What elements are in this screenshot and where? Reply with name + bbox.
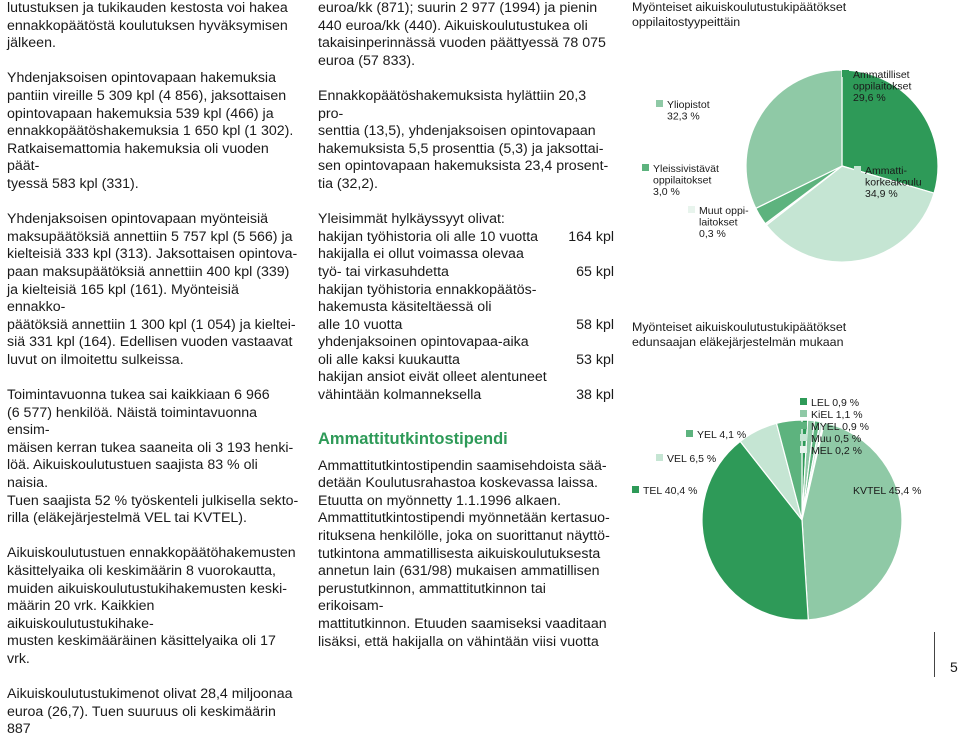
slice-label: LEL 0,9 % [811, 397, 860, 409]
rejection-reasons-list [318, 229, 614, 405]
reason-text: hakijalla ei ollut voimassa olevaa työ- tai virkasuhdetta [318, 246, 524, 280]
reason-count: 58 kpl [576, 316, 614, 333]
legend-swatch [688, 206, 695, 213]
list-item [318, 369, 614, 404]
paragraph-recipients: Toimintavuonna tukea sai kaikkiaan 6 966 (6 577) henkilöä. Näistä toimintavuonna ensim- mäisen kerran tukea saaneita oli 3 193 henki- löä. Aikuiskoulutustuen saajista 83 % oli naisia. Tuen saajista 52 % työskenteli julkisella sekto- rilla (eläkejärjestelmä VEL tai KVTEL). [7, 387, 299, 527]
paragraph-amounts: euroa/kk (871); suurin 2 977 (1994) ja pienin 440 euroa/kk (440). Aikuiskoulutustukea oli takaisinperinnässä vuoden päättyessä 78 075 euroa (57 833). [318, 0, 606, 69]
slice-label: MEL 0,2 % [811, 445, 862, 457]
slice-label: MYEL 0,9 % [811, 421, 869, 433]
legend-swatch [800, 422, 807, 429]
paragraph-decisions: Yhdenjaksoisen opintovapaan myönteisiä maksupäätöksiä annettiin 5 757 kpl (5 566) ja kielteisiä 333 kpl (313). Jaksottaisen opintova- paan maksupäätöksiä annettiin 400 kpl (339) ja kielteisiä 165 kpl (161). Myönteisiä ennakko- päätöksiä annettiin 1 300 kpl (1 054) ja kieltei- siä 331 kpl (164). Edellisen vuoden vastaavat luvut on ilmoitettu sulkeissa. [7, 211, 298, 368]
legend-swatch [842, 70, 849, 77]
chart-title: Myönteiset aikuiskoulutustukipäätökset edunsaajan eläkejärjestelmän mukaan [632, 320, 847, 349]
reason-text: hakijan ansiot eivät olleet alentuneet vähintään kolmanneksella [318, 369, 547, 404]
list-item [318, 229, 614, 247]
slice-label: KiEL 1,1 % [811, 409, 863, 421]
legend-swatch [854, 166, 861, 173]
slice-label: Ammatti-korkeakoulu 34,9 % [865, 165, 922, 200]
paragraph-processing-time: Aikuiskoulutustuen ennakkopäätöhakemusten käsittelyaika oli keskimäärin 8 vuorokautta, muiden aikuiskoulutustukihakemusten keski- määrin 20 vrk. Kaikkien aikuiskoulutustukihake- musten keskimääräinen käsittelyaika oli 17 vrk. [7, 545, 296, 667]
slice-label: Muu 0,5 % [811, 433, 862, 445]
section-heading: Ammattitutkintostipendi [318, 429, 508, 448]
paragraph-rejections: Ennakkopäätöshakemuksista hylättiin 20,3 pro- senttia (13,5), yhdenjaksoisen opintovapaan hakemuksista 5,5 prosenttia (5,3) ja jaksottai- sen opintovapaan hakemuksista 23,4 prosent- tia (32,2). [318, 87, 609, 192]
paragraph-applications: Yhdenjaksoisen opintovapaan hakemuksia pantiin vireille 5 309 kpl (4 856), jaksottaisen opintovapaan hakemuksia 539 kpl (466) ja ennakkopäätöshakemuksia 1 650 kpl (1 302). Ratkaisemattomia hakemuksia oli vuoden päät- tyessä 583 kpl (331). [7, 70, 294, 192]
column-right [632, 0, 960, 497]
reason-text: hakijan työhistoria ennakkopäätös- hakemusta käsiteltäessä oli alle 10 vuotta [318, 281, 537, 333]
reasons-title: Yleisimmät hylkäyssyyt olivat: [318, 211, 505, 228]
pie-chart-institution-type [632, 26, 960, 326]
reason-count: 164 kpl [568, 228, 614, 245]
reason-count: 38 kpl [576, 387, 614, 404]
paragraph-continued: lutustuksen ja tukikauden kestosta voi hakea ennakkopäätöstä koulutuksen hyväksymisen jälkeen. [7, 0, 288, 52]
reason-count: 53 kpl [576, 351, 614, 368]
legend-swatch [686, 430, 693, 437]
list-item [318, 282, 614, 335]
reason-text: hakijan työhistoria oli alle 10 vuotta [318, 228, 539, 245]
legend-swatch [800, 410, 807, 417]
column-middle [318, 0, 614, 651]
legend-swatch [800, 446, 807, 453]
paragraph-expenditure: Aikuiskoulutustukimenot olivat 28,4 miljoonaa euroa (26,7). Tuen suuruus oli keskimäärin 887 [7, 686, 293, 738]
legend-swatch [800, 434, 807, 441]
paragraph-stipend: Ammattitutkintostipendin saamisehdoista sää- detään Koulutusrahastoa koskevassa laissa. Etuutta on myönnetty 1.1.1996 alkaen. Ammattitutkintostipendi myönnetään kertasuo- rituksena henkilölle, joka on suorittanut näyttö- tutkintona ammatillisesta aikuiskoulutuksesta annetun lain (631/98) mukaisen ammatillisen perustutkinnon, ammattitutkinnon tai erikoisam- mattitutkinnon. Etuuden saamiseksi vaaditaan lisäksi, että hakijalla on vähintään viisi vuotta [318, 457, 610, 650]
list-item [318, 334, 614, 369]
slice-label: KVTEL 45,4 % [853, 485, 922, 497]
slice-label: Ammatilliset oppilaitokset 29,6 % [853, 69, 912, 104]
legend-swatch [656, 454, 663, 461]
legend-swatch [642, 164, 649, 171]
list-item [318, 246, 614, 281]
slice-label: Muut oppi-laitokset 0,3 % [699, 205, 749, 240]
page-number: 5 [950, 659, 958, 675]
reason-text: yhdenjaksoinen opintovapaa-aika oli alle kaksi kuukautta [318, 334, 529, 368]
column-left [7, 0, 299, 739]
slice-label: Yleissivistävät oppilaitokset 3,0 % [653, 163, 719, 198]
legend-swatch [656, 100, 663, 107]
legend-swatch [842, 486, 849, 493]
page-divider [934, 632, 935, 677]
slice-label: YEL 4,1 % [697, 429, 747, 441]
legend-swatch [800, 398, 807, 405]
reason-count: 65 kpl [576, 263, 614, 280]
slice-label: VEL 6,5 % [667, 453, 717, 465]
slice-label: TEL 40,4 % [643, 485, 698, 497]
pie-chart-pension-system [632, 350, 960, 640]
chart-title: Myönteiset aikuiskoulutustukipäätökset oppilaitostyypeittäin [632, 0, 847, 29]
legend-swatch [632, 486, 639, 493]
slice-label: Yliopistot 32,3 % [667, 99, 710, 123]
